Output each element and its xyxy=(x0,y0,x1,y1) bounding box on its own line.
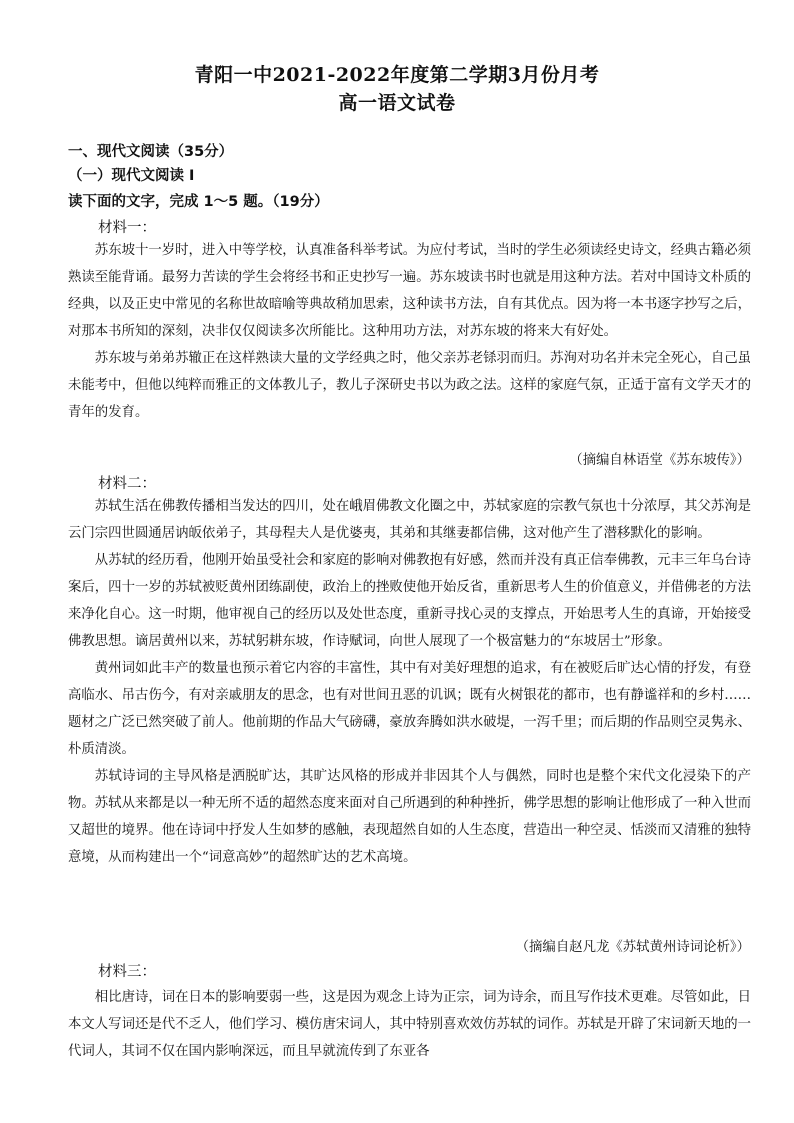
paragraph: 黄州词如此丰产的数量也预示着它内容的丰富性，其中有对美好理想的追求，有在被贬后旷达心情的抒发，有登高临水、吊古伤今，有对亲戚朋友的思念，也有对世间丑恶的讥讽；既有火树银花的都市，也有静谧祥和的乡村……题材之广泛已然突破了前人。他前期的作品大气磅礴，豪放奔腾如洪水破堤，一泻千里；而后期的作品则空灵隽永、朴质清淡。 xyxy=(68,661,751,757)
paragraph: 苏轼生活在佛教传播相当发达的四川，处在峨眉佛教文化圈之中，苏轼家庭的宗教气氛也十分浓厚，其父苏洵是云门宗四世圆通居讷皈依弟子，其母程夫人是优婆夷，其弟和其继妻都信佛，这对他产生了潜移默化的影响。 xyxy=(68,499,751,541)
paragraph: 苏轼诗词的主导风格是洒脱旷达，其旷达风格的形成并非因其个人与偶然，同时也是整个宋代文化浸染下的产物。苏轼从来都是以一种无所不适的超然态度来面对自己所遇到的种种挫折，佛学思想的影响让他形成了一种入世而又超世的境界。他在诗词中抒发人生如梦的感触，表现超然自如的人生态度，营造出一种空灵、恬淡而又清雅的独特意境，从而构建出一个“词意高妙”的超然旷达的艺术高境。 xyxy=(68,769,751,865)
exam-title: 青阳一中2021-2022年度第二学期3月份月考 xyxy=(194,64,600,86)
material-1-source: （摘编自林语堂《苏东坡传》） xyxy=(569,453,750,468)
paragraph: 相比唐诗，词在日本的影响要弱一些，这是因为观念上诗为正宗，词为诗余，而且写作技术更难。尽管如此，日本文人写词还是代不乏人，他们学习、模仿唐宋词人，其中特别喜欢效仿苏轼的词作。苏轼是开辟了宋词新天地的一代词人，其词不仅在国内影响深远，而且早就流传到了东亚各 xyxy=(68,990,751,1059)
material-1-label: 材料一： xyxy=(98,220,156,236)
instruction: 读下面的文字，完成 1～5 题。（19分） xyxy=(68,194,329,210)
exam-subtitle: 高一语文试卷 xyxy=(338,92,456,114)
material-3-label: 材料三： xyxy=(98,964,156,980)
paragraph: 苏东坡与弟弟苏辙正在这样熟读大量的文学经典之时，他父亲苏老铩羽而归。苏洵对功名并未完全死心，自己虽未能考中，但他以纯粹而雅正的文体教儿子，教儿子深研史书以为政之法。这样的家庭气氛，正适于富有文学天才的青年的发育。 xyxy=(68,351,751,420)
material-2-label: 材料二： xyxy=(98,476,156,492)
section-heading: 一、现代文阅读（35分） xyxy=(68,144,234,160)
material-2-body xyxy=(68,493,751,871)
paragraph: 从苏轼的经历看，他刚开始虽受社会和家庭的影响对佛教抱有好感，然而并没有真正信奉佛教，元丰三年乌台诗案后，四十一岁的苏轼被贬黄州团练副使，政治上的挫败使他开始反省，重新思考人生的价值意义，并借佛老的方法来净化自心。这一时期，他审视自己的经历以及处世态度，重新寻找心灵的支撑点，开始思考人生的真谛，开始接受佛教思想。谪居黄州以来，苏轼躬耕东坡，作诗赋词，向世人展现了一个极富魅力的“东坡居士”形象。 xyxy=(68,553,751,649)
material-2-source: （摘编自赵凡龙《苏轼黄州诗词论析》） xyxy=(515,940,750,955)
subsection-heading: （一）现代文阅读 I xyxy=(68,168,195,184)
paragraph: 苏东坡十一岁时，进入中等学校，认真准备科举考试。为应付考试，当时的学生必须读经史诗文，经典古籍必须熟读至能背诵。最努力苦读的学生会将经书和正史抄写一遍。苏东坡读书时也就是用这种方法。若对中国诗文朴质的经典，以及正史中常见的名称世故暗喻等典故稍加思索，这种读书方法，自有其优点。因为将一本书逐字抄写之后，对那本书所知的深刻，决非仅仅阅读多次所能比。这种用功方法，对苏东坡的将来大有好处。 xyxy=(68,243,751,339)
material-1-body xyxy=(68,237,751,426)
material-3-body xyxy=(68,984,751,1065)
